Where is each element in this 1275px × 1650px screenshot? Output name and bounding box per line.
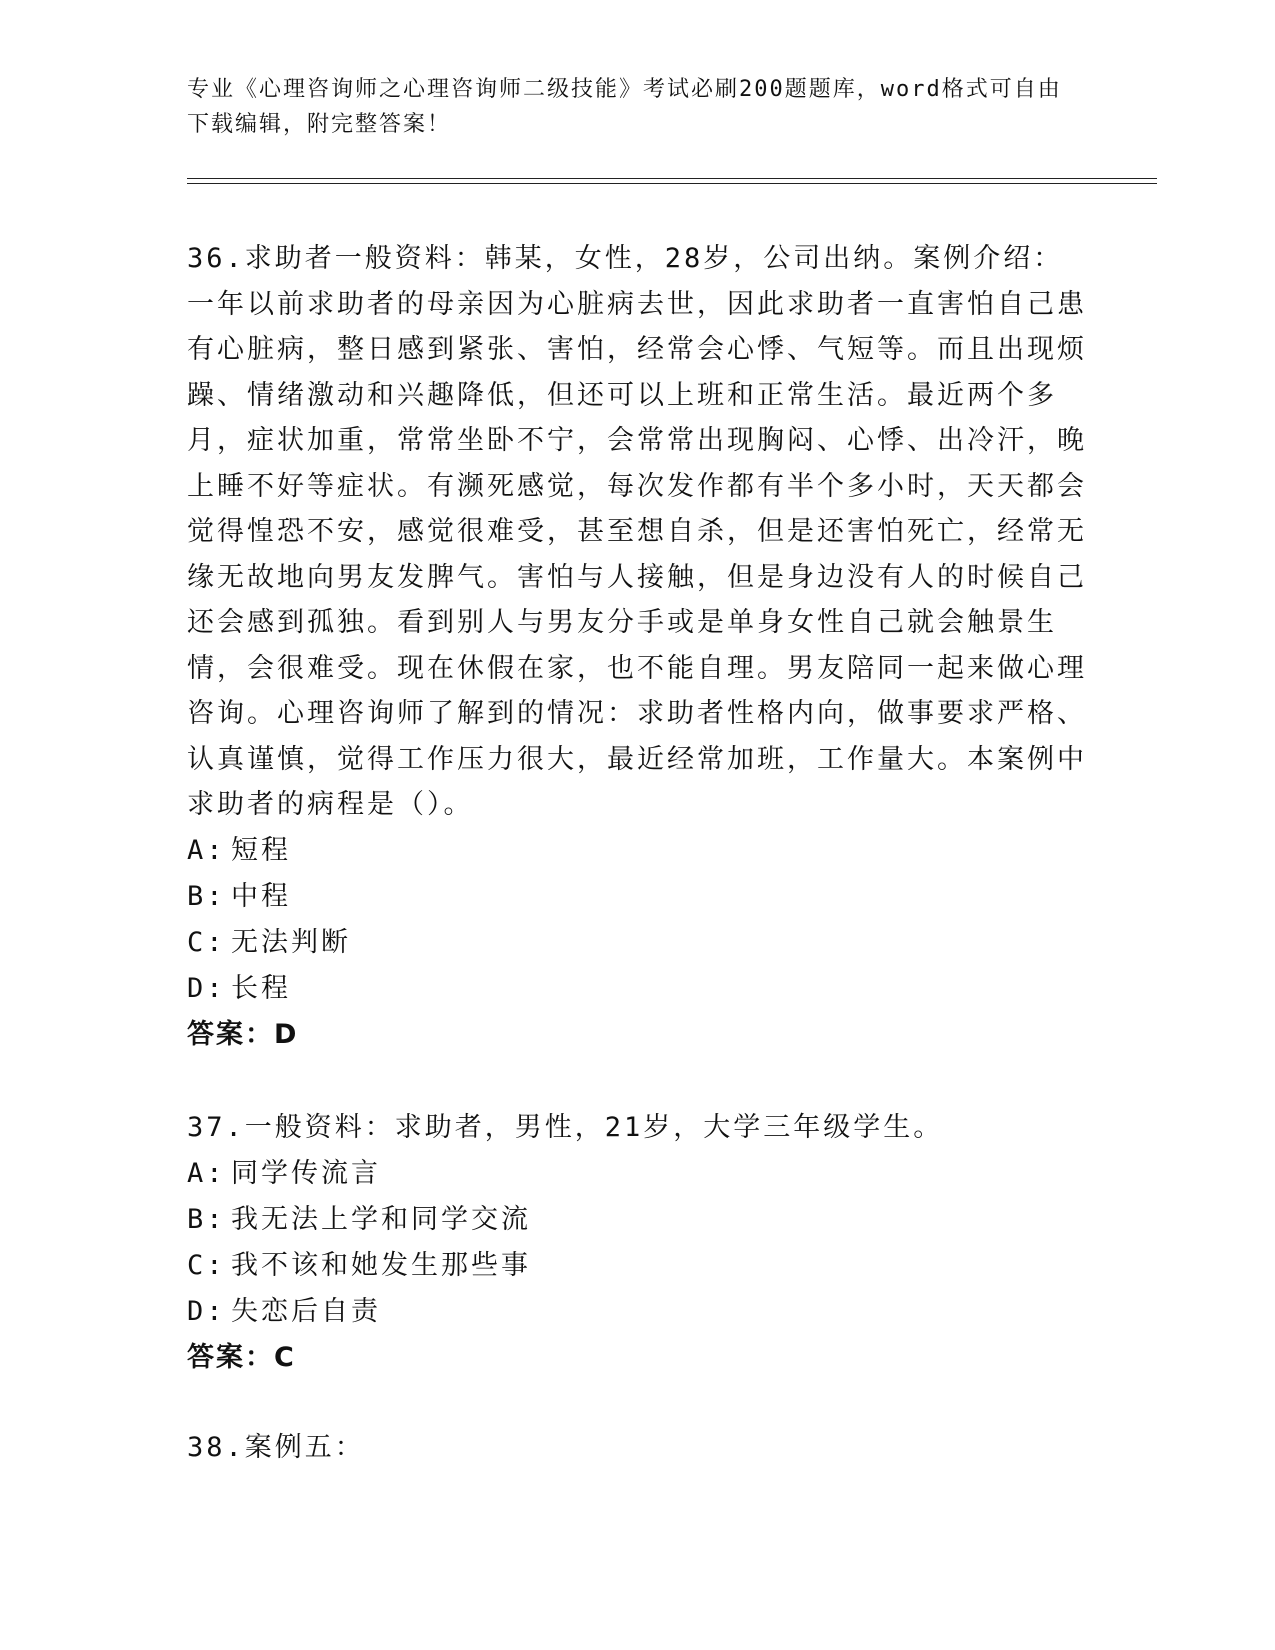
option-d: [187, 1289, 1087, 1335]
option-text: 短程: [231, 834, 291, 866]
header-divider-top: [187, 178, 1157, 179]
option-d: [187, 966, 1087, 1012]
question-36: [187, 236, 1087, 1058]
option-text: 长程: [231, 972, 291, 1004]
option-label: A:: [187, 1157, 226, 1189]
question-stem: 36.求助者一般资料：韩某，女性，28岁，公司出纳。案例介绍：一年以前求助者的母亲因为心脏病去世，因此求助者一直害怕自己患有心脏病，整日感到紧张、害怕，经常会心悸、气短等。而且出现烦躁、情绪激动和兴趣降低，但还可以上班和正常生活。最近两个多月，症状加重，常常坐卧不宁，会常常出现胸闷、心悸、出冷汗，晚上睡不好等症状。有濒死感觉，每次发作都有半个多小时，天天都会觉得惶恐不安，感觉很难受，甚至想自杀，但是还害怕死亡，经常无缘无故地向男友发脾气。害怕与人接触，但是身边没有人的时候自己还会感到孤独。看到别人与男友分手或是单身女性自己就会触景生情，会很难受。现在休假在家，也不能自理。男友陪同一起来做心理咨询。心理咨询师了解到的情况：求助者性格内向，做事要求严格、认真谨慎，觉得工作压力很大，最近经常加班，工作量大。本案例中求助者的病程是（）。: [187, 243, 1087, 820]
option-text: 无法判断: [231, 926, 351, 958]
option-c: [187, 920, 1087, 966]
answer-line: 答案：D: [187, 1018, 299, 1050]
option-list: [187, 1151, 1087, 1335]
option-text: 我不该和她发生那些事: [231, 1249, 531, 1281]
option-label: A:: [187, 834, 226, 866]
option-label: C:: [187, 926, 226, 958]
option-b: [187, 1197, 1087, 1243]
option-c: [187, 1243, 1087, 1289]
option-text: 我无法上学和同学交流: [231, 1203, 531, 1235]
option-a: [187, 1151, 1087, 1197]
document-header: 专业《心理咨询师之心理咨询师二级技能》考试必刷200题题库，word格式可自由下载编辑，附完整答案！: [187, 77, 1062, 137]
option-text: 失恋后自责: [231, 1295, 381, 1327]
option-label: B:: [187, 1203, 226, 1235]
option-text: 同学传流言: [231, 1157, 381, 1189]
option-text: 中程: [231, 880, 291, 912]
option-a: [187, 828, 1087, 874]
question-37: [187, 1105, 1087, 1381]
question-38: [187, 1425, 1087, 1471]
option-label: C:: [187, 1249, 226, 1281]
option-b: [187, 874, 1087, 920]
option-label: B:: [187, 880, 226, 912]
answer-line: 答案：C: [187, 1341, 296, 1373]
option-list: [187, 828, 1087, 1012]
question-stem: 37.一般资料：求助者，男性，21岁，大学三年级学生。: [187, 1112, 944, 1143]
question-stem: 38.案例五：: [187, 1432, 365, 1463]
option-label: D:: [187, 1295, 226, 1327]
header-divider-bottom: [187, 183, 1157, 184]
option-label: D:: [187, 972, 226, 1004]
